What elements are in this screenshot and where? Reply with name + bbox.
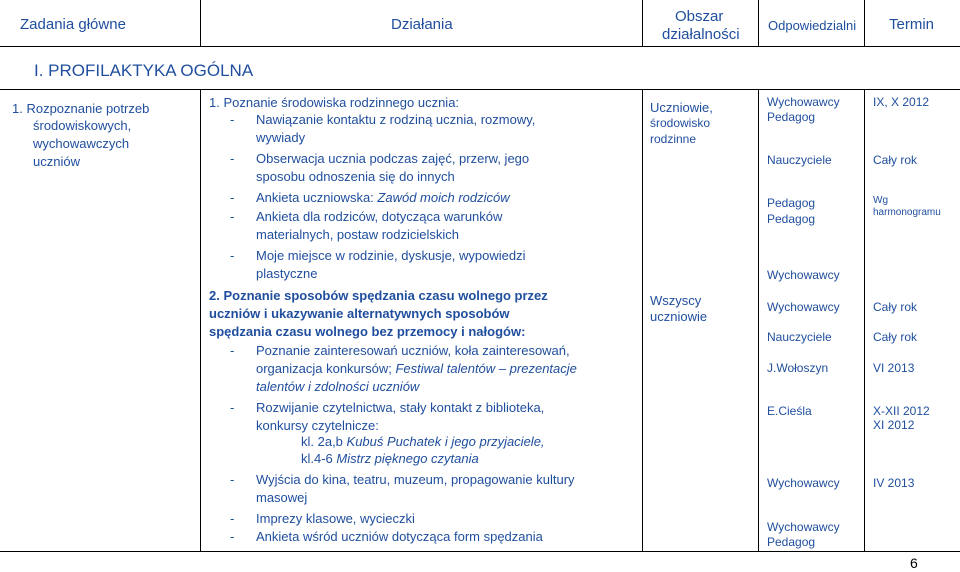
activity1-item1-line1: Nawiązanie kontaktu z rodziną ucznia, rozmowy, xyxy=(256,112,536,127)
term-6: VI 2013 xyxy=(873,361,915,375)
term-2: Cały rok xyxy=(873,153,918,167)
header-area-line2: działalności xyxy=(662,26,740,43)
en-dash: – xyxy=(498,361,507,376)
section-title: I. PROFILAKTYKA OGÓLNA xyxy=(34,61,254,80)
table-bottom-border xyxy=(0,551,960,552)
section-bottom-border xyxy=(0,89,960,90)
term-8: IV 2013 xyxy=(873,476,915,490)
contests-text: organizacja konkursów; xyxy=(256,361,396,376)
activity2-heading-line3: spędzania czasu wolnego bez przemocy i nałogów: xyxy=(209,324,526,339)
activity2-item1-line1: Poznanie zainteresowań uczniów, koła zainteresowań, xyxy=(256,343,570,358)
area2-line2: uczniowie xyxy=(650,309,708,324)
responsible-12: Wychowawcy xyxy=(767,520,840,534)
page-number: 6 xyxy=(910,555,918,571)
task-line2: środowiskowych, xyxy=(33,118,132,133)
activity1-item1-line2: wywiady xyxy=(256,130,306,145)
term-1: IX, X 2012 xyxy=(873,95,930,109)
task-line3: wychowawczych xyxy=(33,136,130,151)
activity2-heading-line1: 2. Poznanie sposobów spędzania czasu wolnego przez xyxy=(209,288,548,303)
responsible-2: Pedagog xyxy=(767,110,816,124)
contest-title: Mistrz pięknego czytania xyxy=(336,451,479,466)
activity2-item3-line2: masowej xyxy=(256,490,308,505)
class-label: kl.4-6 xyxy=(301,451,337,466)
activity1-item5-line2: plastyczne xyxy=(256,266,318,281)
term-3-line1: Wg xyxy=(873,195,888,206)
header-term: Termin xyxy=(889,16,935,33)
dash: - xyxy=(230,190,235,205)
col-divider-3 xyxy=(758,0,759,46)
survey-label: Ankieta uczniowska: xyxy=(256,190,378,205)
col-divider-3b xyxy=(758,89,759,551)
area2-line1: Wszyscy xyxy=(650,293,702,308)
responsible-8: Nauczyciele xyxy=(767,330,832,344)
activity2-heading-line2: uczniów i ukazywanie alternatywnych sposobów xyxy=(209,306,510,321)
responsible-10: E.Cieśla xyxy=(767,404,812,418)
dash: - xyxy=(230,209,235,224)
responsible-9: J.Wołoszyn xyxy=(767,361,829,375)
header-bottom-border xyxy=(0,46,960,47)
term-7-line2: XI 2012 xyxy=(873,418,915,432)
responsible-5: Pedagog xyxy=(767,212,816,226)
dash: - xyxy=(230,511,235,526)
activity1-item3-text xyxy=(256,190,510,206)
activity2-item2-line3 xyxy=(301,434,545,450)
activity1-item4-line2: materialnych, postaw rodzicielskich xyxy=(256,227,460,242)
activity2-item2-line1: Rozwijanie czytelnictwa, stały kontakt z biblioteka, xyxy=(256,400,545,415)
activity1-item2-line2: sposobu odnoszenia się do innych xyxy=(256,169,455,184)
activity2-item4-text: Imprezy klasowe, wycieczki xyxy=(256,511,415,526)
col-divider-1 xyxy=(200,0,201,46)
area1-line1: Uczniowie, xyxy=(650,100,713,115)
term-7-line1: X-XII 2012 xyxy=(873,404,930,418)
dash: - xyxy=(230,400,235,415)
activity1-item5-line1: Moje miejsce w rodzinie, dyskusje, wypowiedzi xyxy=(256,248,526,263)
col-divider-2 xyxy=(642,0,643,46)
book-title: Kubuś Puchatek i jego przyjaciele, xyxy=(346,434,545,449)
activity2-item2-line2: konkursy czytelnicze: xyxy=(256,418,379,433)
term-4: Cały rok xyxy=(873,300,918,314)
header-area-line1: Obszar xyxy=(675,8,724,25)
activity1-heading: 1. Poznanie środowiska rodzinnego ucznia: xyxy=(209,95,460,110)
activity2-item5-text: Ankieta wśród uczniów dotycząca form spędzania xyxy=(256,529,543,544)
area1-line3: rodzinne xyxy=(650,132,697,146)
activity2-item1-line2 xyxy=(256,361,577,377)
dash: - xyxy=(230,112,235,127)
header-responsible: Odpowiedzialni xyxy=(768,18,857,33)
dash: - xyxy=(230,343,235,358)
dash: - xyxy=(230,472,235,487)
responsible-4: Pedagog xyxy=(767,196,816,210)
task-line4: uczniów xyxy=(33,154,80,169)
col-divider-4b xyxy=(864,89,865,551)
class-label: kl. 2a,b xyxy=(301,434,347,449)
col-divider-1b xyxy=(200,89,201,551)
responsible-7: Wychowawcy xyxy=(767,300,840,314)
dash: - xyxy=(230,529,235,544)
dash: - xyxy=(230,248,235,263)
col-divider-2b xyxy=(642,89,643,551)
activity2-item2-line4 xyxy=(301,451,479,467)
col-divider-4 xyxy=(864,0,865,46)
activity1-item2-line1: Obserwacja ucznia podczas zajęć, przerw, jego xyxy=(256,151,530,166)
header-actions: Działania xyxy=(391,16,453,33)
term-5: Cały rok xyxy=(873,330,918,344)
term-3-line2: harmonogramu xyxy=(873,207,941,218)
presentations-text: prezentacje xyxy=(509,361,577,376)
festival-title: Festiwal talentów xyxy=(395,361,496,376)
dash: - xyxy=(230,151,235,166)
activity1-item4-line1: Ankieta dla rodziców, dotycząca warunków xyxy=(256,209,503,224)
responsible-6: Wychowawcy xyxy=(767,268,840,282)
task-line1: 1. Rozpoznanie potrzeb xyxy=(12,101,150,116)
survey-title: Zawód moich rodziców xyxy=(377,190,510,205)
responsible-11: Wychowawcy xyxy=(767,476,840,490)
responsible-13: Pedagog xyxy=(767,535,816,549)
responsible-1: Wychowawcy xyxy=(767,95,840,109)
activity2-item1-line3: talentów i zdolności uczniów xyxy=(256,379,420,394)
header-tasks: Zadania główne xyxy=(20,16,126,33)
responsible-3: Nauczyciele xyxy=(767,153,832,167)
area1-line2: środowisko xyxy=(650,116,711,130)
activity2-item3-line1: Wyjścia do kina, teatru, muzeum, propagowanie kultury xyxy=(256,472,575,487)
